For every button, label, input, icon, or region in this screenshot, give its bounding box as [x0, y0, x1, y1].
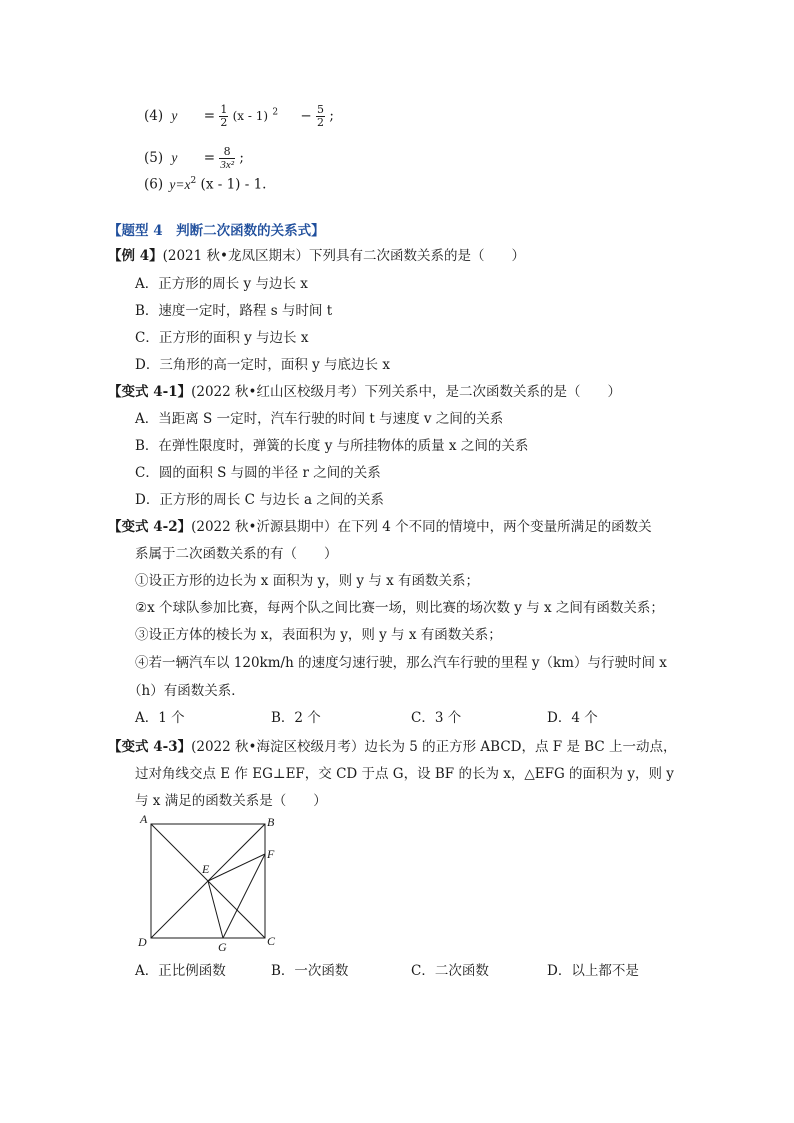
- variant-4-3-line3: 与 x 满足的函数关系是（ ）: [135, 793, 327, 809]
- formula-expr: y=x: [169, 176, 191, 192]
- formula-4: [144, 104, 334, 129]
- variant-text: (2022 秋•海淀区校级月考）边长为 5 的正方形 ABCD，点 F 是 BC 上一动点，: [191, 739, 677, 755]
- choice-b: B．一次函数: [271, 963, 349, 979]
- section-title: 【题型 4 判断二次函数的关系式】: [108, 223, 325, 239]
- option-b: B．在弹性限度时，弹簧的长度 y 与所挂物体的质量 x 之间的关系: [135, 438, 529, 454]
- variant-4-3-stem: [108, 735, 677, 755]
- square-figure: [136, 812, 286, 954]
- formula-5: [144, 146, 244, 171]
- formula-expr-rest: (x - 1) - 1.: [200, 176, 267, 193]
- formula-var: y: [171, 108, 178, 123]
- formula-index: (6): [144, 176, 164, 193]
- variant-tag: 【变式 4-3】: [108, 739, 192, 755]
- label-e: E: [202, 862, 210, 876]
- formula-exponent: 2: [272, 107, 279, 118]
- option-a: A．正方形的周长 y 与边长 x: [135, 276, 308, 292]
- choice-d: D．4 个: [547, 710, 598, 726]
- statement-2: ②x 个球队参加比赛，每两个队之间比赛一场，则比赛的场次数 y 与 x 之间有函数关系；: [135, 600, 664, 616]
- formula-eq: =: [203, 108, 216, 124]
- formula-end: ;: [329, 108, 334, 124]
- formula-paren: (x - 1): [232, 109, 269, 123]
- fraction-half: $\frac{1}{2}$: [220, 103, 228, 129]
- example-tag: 【例 4】: [108, 248, 163, 264]
- label-a: A: [140, 812, 148, 826]
- formula-index: (5): [144, 150, 164, 166]
- option-d: D．正方形的周长 C 与边长 a 之间的关系: [135, 492, 384, 508]
- fraction-five-halves: $\frac{5}{2}$: [317, 103, 325, 129]
- segment-eg: [208, 881, 223, 938]
- formula-eq: =: [203, 150, 216, 166]
- option-a: A．当距离 S 一定时，汽车行驶的时间 t 与速度 v 之间的关系: [135, 411, 504, 427]
- formula-minus: −: [300, 108, 312, 124]
- label-b: B: [267, 815, 275, 829]
- label-f: F: [267, 847, 275, 861]
- variant-4-2-stem: [108, 515, 652, 535]
- label-c: C: [267, 934, 276, 948]
- option-c: C．正方形的面积 y 与边长 x: [135, 330, 309, 346]
- label-d: D: [138, 935, 147, 949]
- statement-4: ④若一辆汽车以 120km/h 的速度匀速行驶，那么汽车行驶的里程 y（km）与行驶时间 x: [135, 655, 667, 671]
- choice-c: C．3 个: [411, 710, 462, 726]
- formula-6: [144, 176, 266, 193]
- variant-4-3-line2: 过对角线交点 E 作 EG⊥EF，交 CD 于点 G，设 BF 的长为 x，△EFG 的面积为 y，则 y: [135, 766, 674, 782]
- formula-end: ;: [239, 150, 244, 166]
- statement-1: ①设正方形的边长为 x 面积为 y，则 y 与 x 有函数关系；: [135, 573, 480, 589]
- option-b: B．速度一定时，路程 s 与时间 t: [135, 303, 333, 319]
- example-text: (2021 秋•龙凤区期末）下列具有二次函数关系的是（ ）: [162, 248, 525, 264]
- variant-text: (2022 秋•红山区校级月考）下列关系中，是二次函数关系的是（ ）: [191, 384, 621, 400]
- formula-exponent: 2: [190, 176, 197, 186]
- option-d: D．三角形的高一定时，面积 y 与底边长 x: [135, 357, 390, 373]
- formula-index: (4): [144, 108, 164, 124]
- variant-4-2-stem-line2: 系属于二次函数关系的有（ ）: [135, 546, 338, 562]
- example-4-stem: [108, 244, 525, 264]
- variant-4-1-stem: [108, 380, 621, 400]
- choice-d: D．以上都不是: [547, 963, 639, 979]
- label-g: G: [218, 940, 227, 954]
- choice-a: A．正比例函数: [135, 963, 226, 979]
- variant-text: (2022 秋•沂源县期中）在下列 4 个不同的情境中，两个变量所满足的函数关: [191, 519, 652, 535]
- variant-tag: 【变式 4-2】: [108, 519, 192, 535]
- segment-fg: [223, 854, 265, 938]
- statement-3: ③设正方体的棱长为 x，表面积为 y，则 y 与 x 有函数关系；: [135, 627, 502, 643]
- segment-ef: [208, 854, 265, 881]
- statement-4-cont: （h）有函数关系．: [128, 683, 245, 699]
- variant-tag: 【变式 4-1】: [108, 384, 192, 400]
- option-c: C．圆的面积 S 与圆的半径 r 之间的关系: [135, 465, 381, 481]
- fraction-8-over: $\frac{8}{\text{3x²}}$: [220, 145, 235, 171]
- formula-var: y: [171, 150, 178, 165]
- choice-b: B．2 个: [271, 710, 321, 726]
- choice-a: A．1 个: [135, 710, 185, 726]
- choice-c: C．二次函数: [411, 963, 489, 979]
